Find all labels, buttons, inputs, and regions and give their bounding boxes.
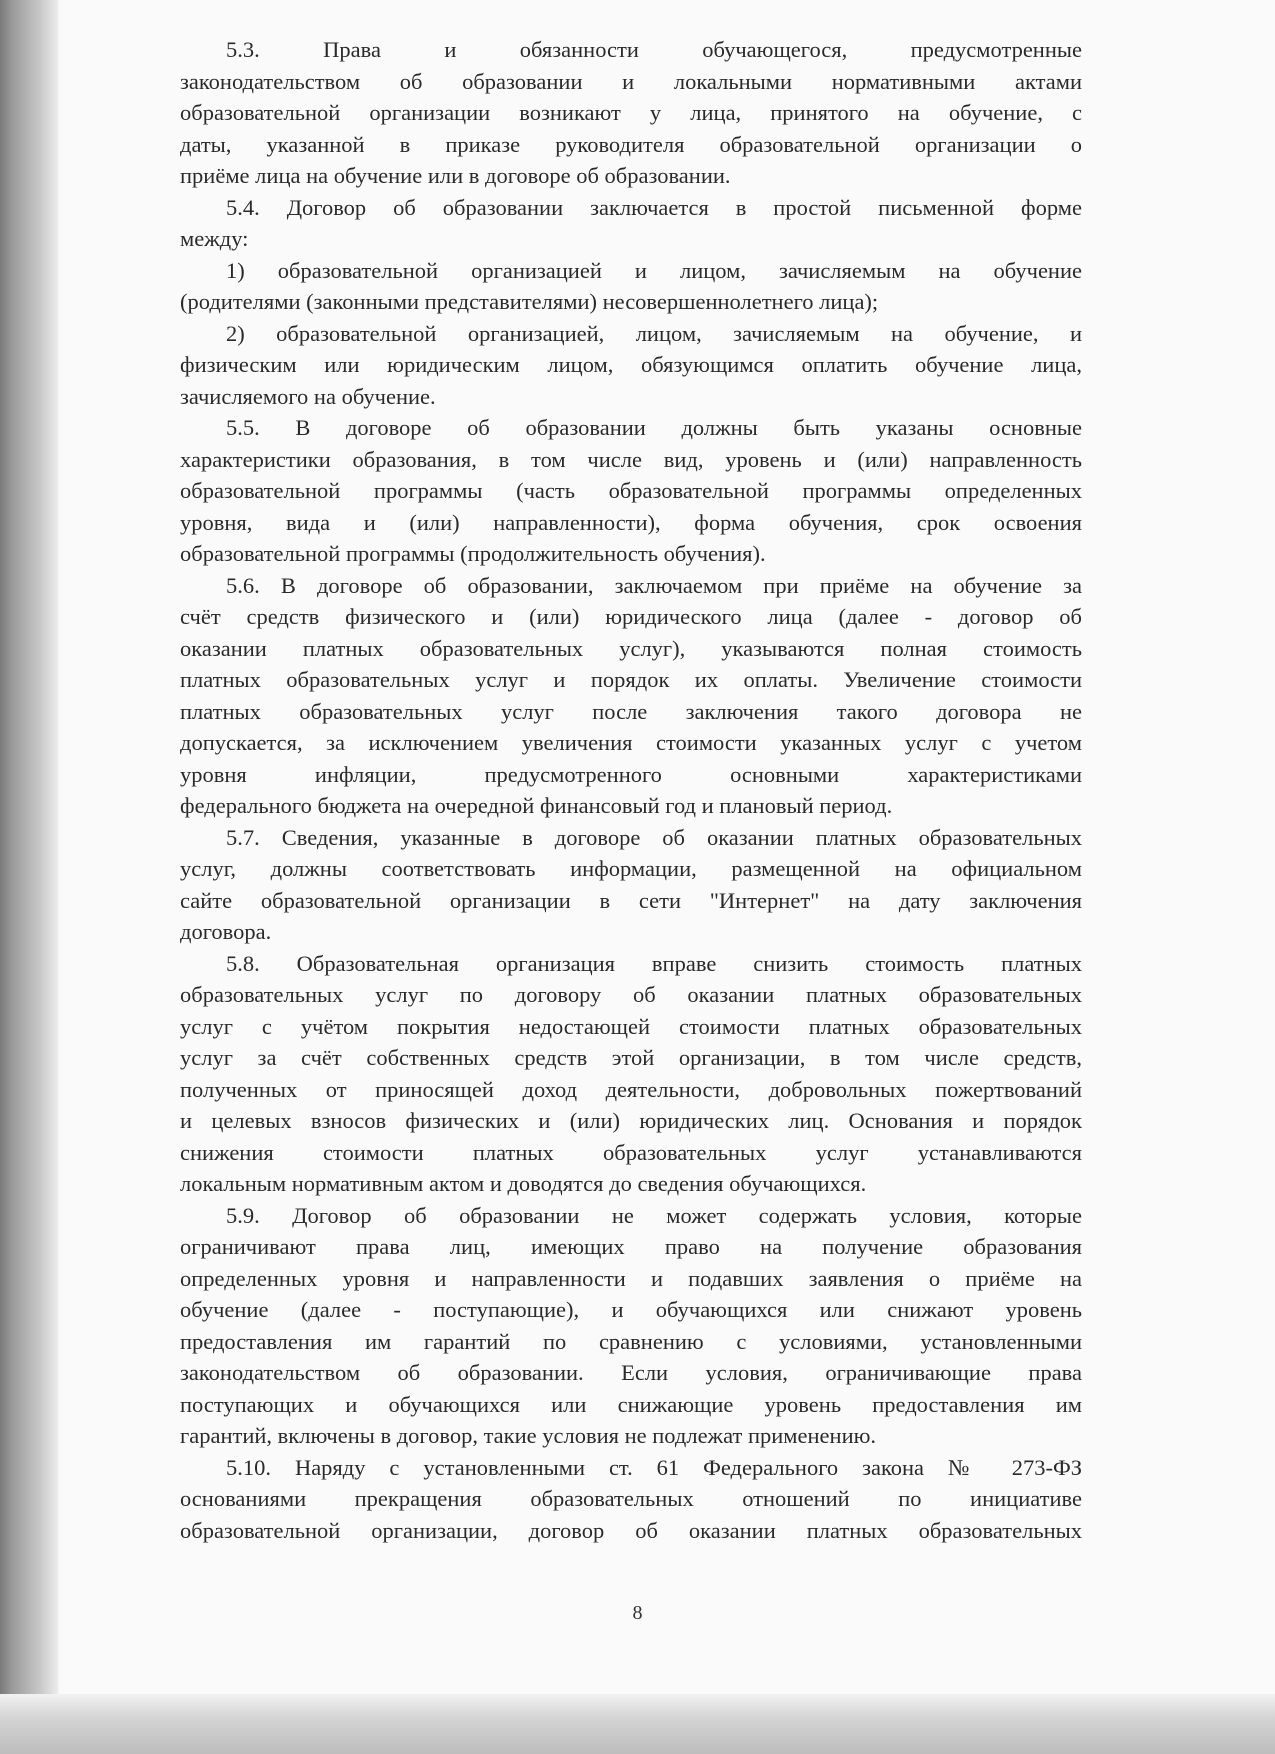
text-line: образовательной программы (часть образовательной программы определенных <box>180 478 1082 503</box>
text-line: законодательством об образовании и локальными нормативными актами <box>180 68 1082 94</box>
text-line: образовательной организации возникают у лица, принятого на обучение, с <box>180 100 1082 125</box>
text-line: договора. <box>180 919 272 944</box>
text-line: счёт средств физического и (или) юридического лица (далее - договор об <box>180 604 1082 629</box>
text-line: уровня инфляции, предусмотренного основными характеристиками <box>180 761 1082 787</box>
text-line: 5.9. Договор об образовании не может содержать условия, которые <box>226 1202 1082 1228</box>
paragraph-5-6 <box>180 570 1082 822</box>
text-line: основаниями прекращения образовательных отношений по инициативе <box>180 1486 1082 1511</box>
paragraph-5-7 <box>180 822 1082 948</box>
text-line: 5.5. В договоре об образовании должны быть указаны основные <box>226 415 1082 440</box>
text-line: 5.3. Права и обязанности обучающегося, предусмотренные <box>226 37 1082 62</box>
text-line: законодательством об образовании. Если условия, ограничивающие права <box>180 1360 1082 1385</box>
paragraph-5-10 <box>180 1452 1082 1547</box>
text-line: федерального бюджета на очередной финансовый год и плановый период. <box>180 793 893 818</box>
text-line: услуг с учётом покрытия недостающей стоимости платных образовательных <box>180 1013 1082 1039</box>
text-line: локальным нормативным актом и доводятся до сведения обучающихся. <box>180 1171 867 1196</box>
paragraph-5-3 <box>180 34 1082 192</box>
paragraph-5-4-2 <box>180 318 1082 413</box>
text-line: (родителями (законными представителями) несовершеннолетнего лица); <box>180 289 879 314</box>
paragraph-5-5 <box>180 412 1082 570</box>
text-line: услуг, должны соответствовать информации, размещенной на официальном <box>180 856 1082 881</box>
text-line: образовательных услуг по договору об оказании платных образовательных <box>180 982 1082 1007</box>
paragraph-5-4-1 <box>180 255 1082 318</box>
scan-bottom-edge <box>0 1694 1275 1754</box>
text-line: физическим или юридическим лицом, обязующимся оплатить обучение лица, <box>180 352 1082 377</box>
text-line: 5.10. Наряду с установленными ст. 61 Федерального закона № 273-ФЗ <box>226 1454 1082 1480</box>
text-line: даты, указанной в приказе руководителя образовательной организации о <box>180 131 1082 157</box>
text-line: платных образовательных услуг и порядок их оплаты. Увеличение стоимости <box>180 667 1082 692</box>
text-line: допускается, за исключением увеличения стоимости указанных услуг с учетом <box>180 730 1082 755</box>
text-line: поступающих и обучающихся или снижающие уровень предоставления им <box>180 1391 1082 1417</box>
text-line: ограничивают права лиц, имеющих право на получение образования <box>180 1234 1082 1259</box>
text-line: между: <box>180 226 249 251</box>
text-line: услуг за счёт собственных средств этой организации, в том числе средств, <box>180 1045 1082 1070</box>
text-line: 5.7. Сведения, указанные в договоре об оказании платных образовательных <box>226 824 1082 850</box>
text-line: 5.4. Договор об образовании заключается в простой письменной форме <box>226 194 1082 220</box>
text-line: уровня, вида и (или) направленности), форма обучения, срок освоения <box>180 509 1082 535</box>
text-line: зачисляемого на обучение. <box>180 383 436 409</box>
scan-left-edge <box>0 0 58 1754</box>
text-line: 2) образовательной организацией, лицом, зачисляемым на обучение, и <box>226 320 1082 346</box>
text-line: 5.8. Образовательная организация вправе снизить стоимость платных <box>226 950 1082 976</box>
text-line: оказании платных образовательных услуг), указываются полная стоимость <box>180 635 1082 661</box>
text-line: определенных уровня и направленности и подавших заявления о приёме на <box>180 1265 1082 1291</box>
paragraph-5-4 <box>180 192 1082 255</box>
text-line: гарантий, включены в договор, такие условия не подлежат применению. <box>180 1423 877 1448</box>
paragraph-5-9 <box>180 1200 1082 1452</box>
paragraph-5-8 <box>180 948 1082 1200</box>
text-line: образовательной организации, договор об оказании платных образовательных <box>180 1517 1082 1543</box>
text-line: 1) образовательной организацией и лицом, зачисляемым на обучение <box>226 257 1082 283</box>
text-line: полученных от приносящей доход деятельности, добровольных пожертвований <box>180 1076 1082 1102</box>
text-line: образовательной программы (продолжительность обучения). <box>180 541 766 566</box>
text-line: приёме лица на обучение или в договоре об образовании. <box>180 163 731 188</box>
page-number: 8 <box>632 1602 643 1624</box>
text-line: предоставления им гарантий по сравнению с условиями, установленными <box>180 1328 1082 1354</box>
document-body <box>180 34 1082 1546</box>
text-line: обучение (далее - поступающие), и обучающихся или снижают уровень <box>180 1297 1082 1322</box>
text-line: и целевых взносов физических и (или) юридических лиц. Основания и порядок <box>180 1108 1082 1133</box>
text-line: сайте образовательной организации в сети "Интернет" на дату заключения <box>180 887 1082 913</box>
text-line: снижения стоимости платных образовательных услуг устанавливаются <box>180 1139 1082 1165</box>
text-line: платных образовательных услуг после заключения такого договора не <box>180 698 1082 724</box>
text-line: характеристики образования, в том числе вид, уровень и (или) направленность <box>180 446 1082 472</box>
text-line: 5.6. В договоре об образовании, заключаемом при приёме на обучение за <box>226 572 1082 598</box>
